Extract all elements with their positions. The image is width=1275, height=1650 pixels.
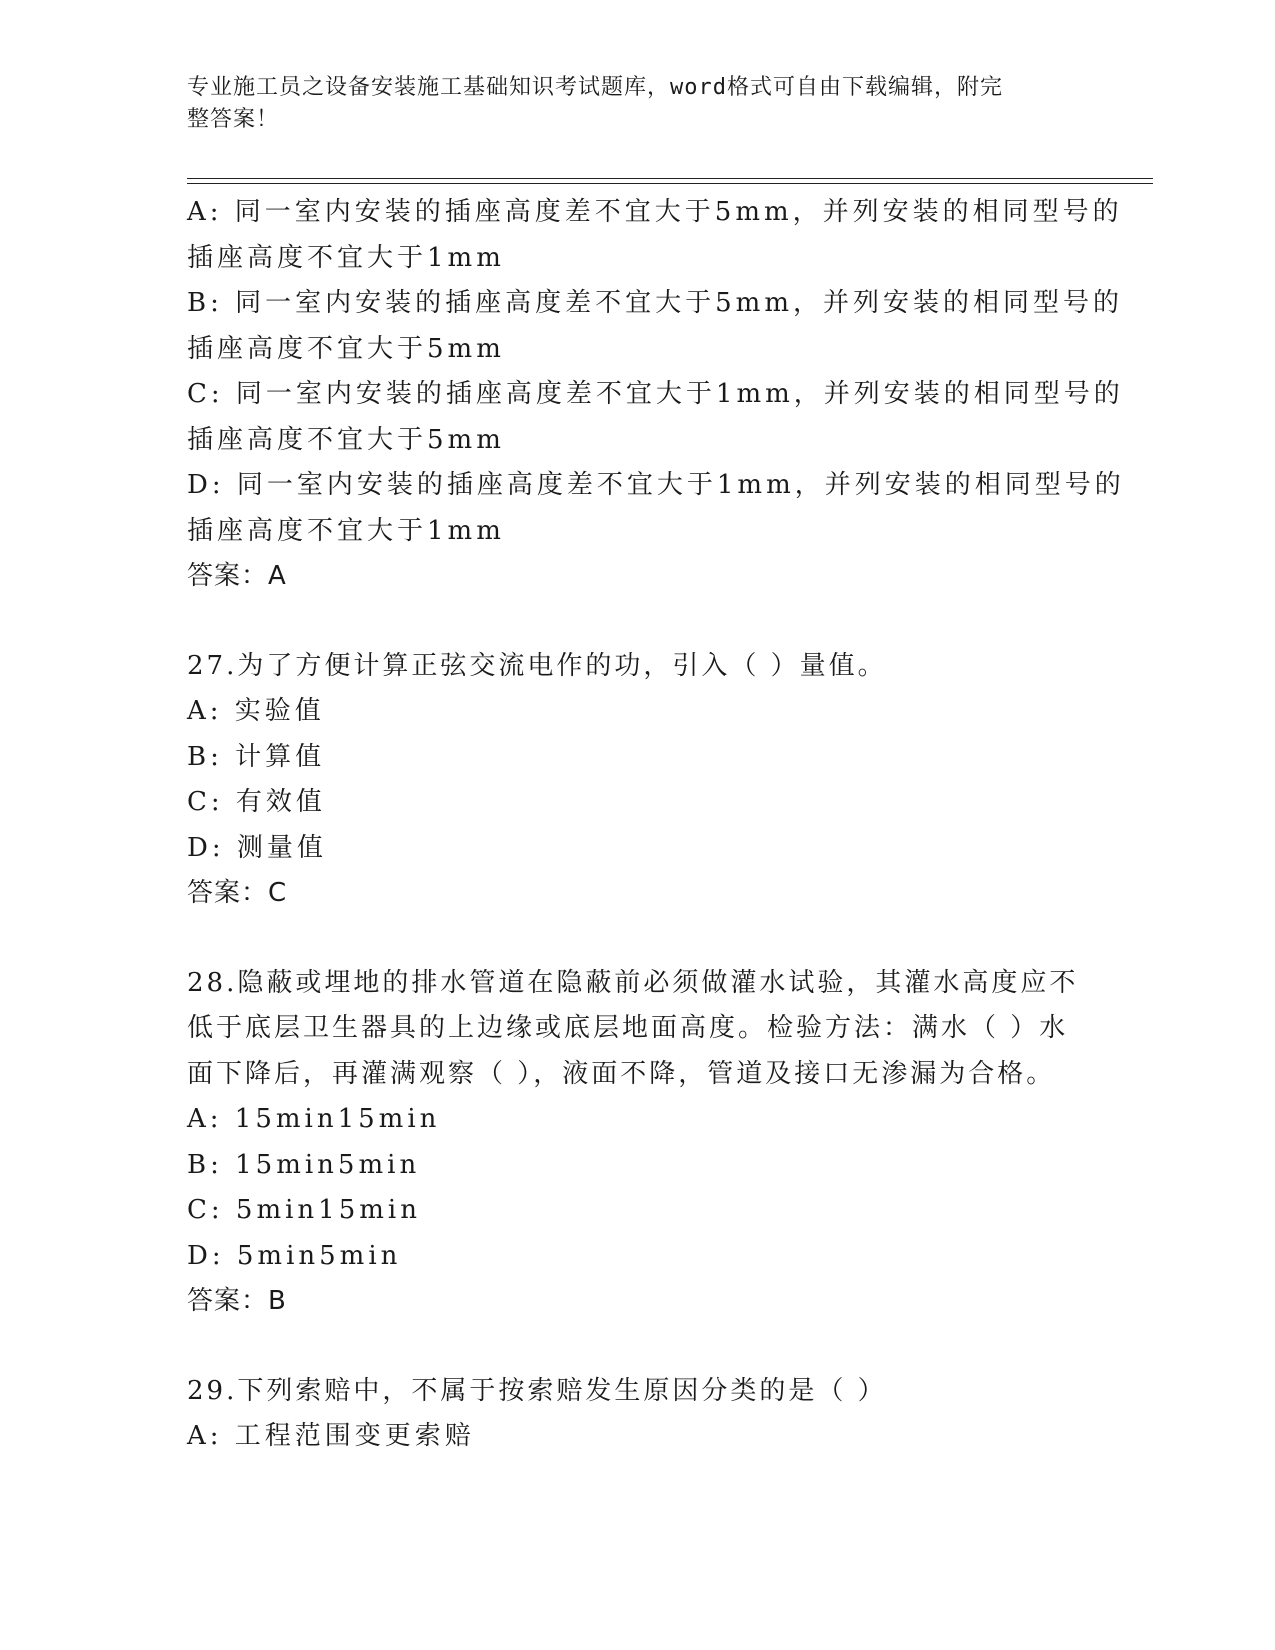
q26-option-d-line-1: D: 同一室内安装的插座高度差不宜大于1mm，并列安装的相同型号的: [187, 470, 1125, 500]
q26-answer: 答案：A: [187, 561, 287, 591]
q27-option-d: D: 测量值: [187, 832, 327, 863]
spacer: [187, 917, 1087, 961]
q27-option-c: C: 有效值: [187, 787, 326, 817]
q26-option-c-line-1: C: 同一室内安装的插座高度差不宜大于1mm，并列安装的相同型号的: [187, 379, 1124, 409]
q27-option-b: B: 计算值: [187, 741, 326, 772]
q29-question: 29.下列索赔中，不属于按索赔发生原因分类的是（ ）: [187, 1375, 887, 1406]
q28-question-line-2: 低于底层卫生器具的上边缘或底层地面高度。检验方法：满水（ ）水: [187, 1013, 1069, 1043]
q27-question: 27.为了方便计算正弦交流电作的功，引入（ ）量值。: [187, 650, 887, 681]
q27-answer: 答案：C: [187, 878, 288, 908]
question-28: [187, 961, 1087, 1325]
q26-option-a-line-2: 插座高度不宜大于1mm: [187, 242, 505, 273]
q27-option-a: A: 实验值: [187, 696, 325, 726]
q28-option-b: B: 15min5min: [187, 1149, 421, 1180]
header-divider-bottom: [187, 183, 1153, 184]
q28-question-line-1: 28.隐蔽或埋地的排水管道在隐蔽前必须做灌水试验，其灌水高度应不: [187, 967, 1079, 998]
q26-option-c-line-2: 插座高度不宜大于5mm: [187, 424, 505, 455]
question-26: [187, 190, 1125, 600]
question-29: [187, 1369, 1087, 1460]
q28-question-line-3: 面下降后，再灌满观察（ ），液面不降，管道及接口无渗漏为合格。: [187, 1058, 1056, 1089]
q26-option-a-line-1: A: 同一室内安装的插座高度差不宜大于5mm，并列安装的相同型号的: [187, 197, 1123, 227]
q28-option-c: C: 5min15min: [187, 1195, 421, 1225]
spacer: [187, 1325, 1087, 1369]
q26-option-d-line-2: 插座高度不宜大于1mm: [187, 515, 505, 546]
header-line-2: 整答案！: [187, 107, 280, 132]
q28-answer: 答案：B: [187, 1286, 287, 1316]
q26-option-b-line-2: 插座高度不宜大于5mm: [187, 333, 505, 364]
question-27: [187, 644, 1087, 917]
q28-option-a: A: 15min15min: [187, 1104, 441, 1134]
q26-option-b-line-1: B: 同一室内安装的插座高度差不宜大于5mm，并列安装的相同型号的: [187, 288, 1123, 318]
header-divider-top: [187, 178, 1153, 179]
document-body: [187, 190, 1125, 1460]
spacer: [187, 600, 1087, 644]
q28-option-d: D: 5min5min: [187, 1240, 402, 1271]
document-header: [187, 72, 1067, 136]
q29-option-a: A: 工程范围变更索赔: [187, 1421, 475, 1451]
header-line-1: 专业施工员之设备安装施工基础知识考试题库，word格式可自由下载编辑，附完: [187, 75, 1003, 100]
